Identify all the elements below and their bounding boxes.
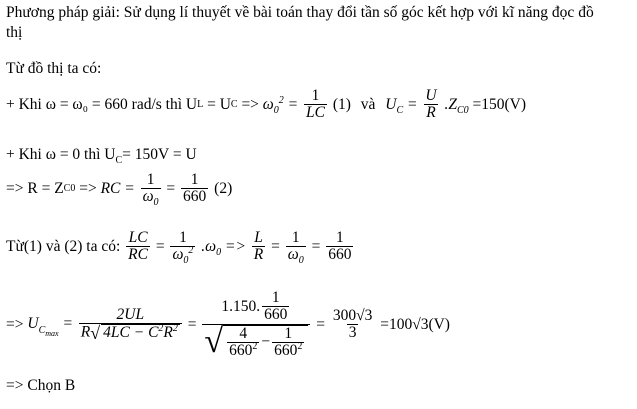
method-line: Phương pháp giải: Sử dụng lí thuyết về bài toán thay đổi tần số góc kết hợp với kĩ năng đọc đồ <box>6 4 594 21</box>
frac-2ul: 2UL R √ $4LC - C^2R^2$ <box>79 307 182 342</box>
combine-eq: Từ(1) và (2) ta có: $\frac{LC}{RC}$ = $\frac{1}{\omega_0^2}$ $.\omega_0$ => $\frac{L}{R}$ = $\frac{1}{\omega_0}$ = $\frac{1}{660}$ <box>6 229 352 267</box>
frac-1-over-w0sq: $\frac{1}{\omega_0^2}$ <box>172 229 194 267</box>
frac-1-over-w0-b: $\frac{1}{\omega_0}$ <box>287 229 304 267</box>
uc-max-eq: => $U_{C_{max}}$ = 2UL R √ $4LC - C^2R^2$ = 1.150. $\frac{1}{660}$ √ $\frac{4}{660^2}$ − $\frac{1}{660^2}$ = $\frac{300√3}{3}$ =100√3(V) <box>6 289 450 360</box>
frac-1-over-660-b: $\frac{1}{660}$ <box>328 229 352 264</box>
answer-line: => Chọn B <box>6 377 76 394</box>
case-zero: + Khi ω = 0 thì $U_C= 150V = U$ <box>6 146 197 167</box>
frac-result: $\frac{300√3}{3}$ <box>332 306 373 342</box>
r-equals-zc0: => R = ZC0 => RC = $\frac{1}{\omega_0}$ = $\frac{1}{660}$ (2) <box>6 171 233 209</box>
frac-1-over-660: $\frac{1}{660}$ <box>183 171 207 206</box>
frac-1-over-w0: $\frac{1}{\omega_0}$ <box>142 171 159 209</box>
graph-intro: Từ đồ thị ta có: <box>6 60 102 77</box>
frac-l-over-r: $\frac{L}{R}$ <box>253 229 264 264</box>
frac-lc-over-rc: $\frac{LC}{RC}$ <box>128 229 148 264</box>
case-resonance: + Khi ω = ω₀ = 660 rad/s thì UL = UC => $\omega_0^2$ = $\frac{1}{LC}$ (1) và $U_C$ = $\frac{U}{R}$ $.Z_{C0} =150(V)$ <box>6 87 527 122</box>
frac-numeric: 1.150. $\frac{1}{660}$ √ $\frac{4}{660^2}$ − $\frac{1}{660^2}$ <box>202 290 310 359</box>
frac-1-over-lc: $\frac{1}{LC}$ <box>305 87 325 122</box>
frac-u-over-r: $\frac{U}{R}$ <box>425 87 437 122</box>
method-line-cont: thị <box>6 24 23 41</box>
